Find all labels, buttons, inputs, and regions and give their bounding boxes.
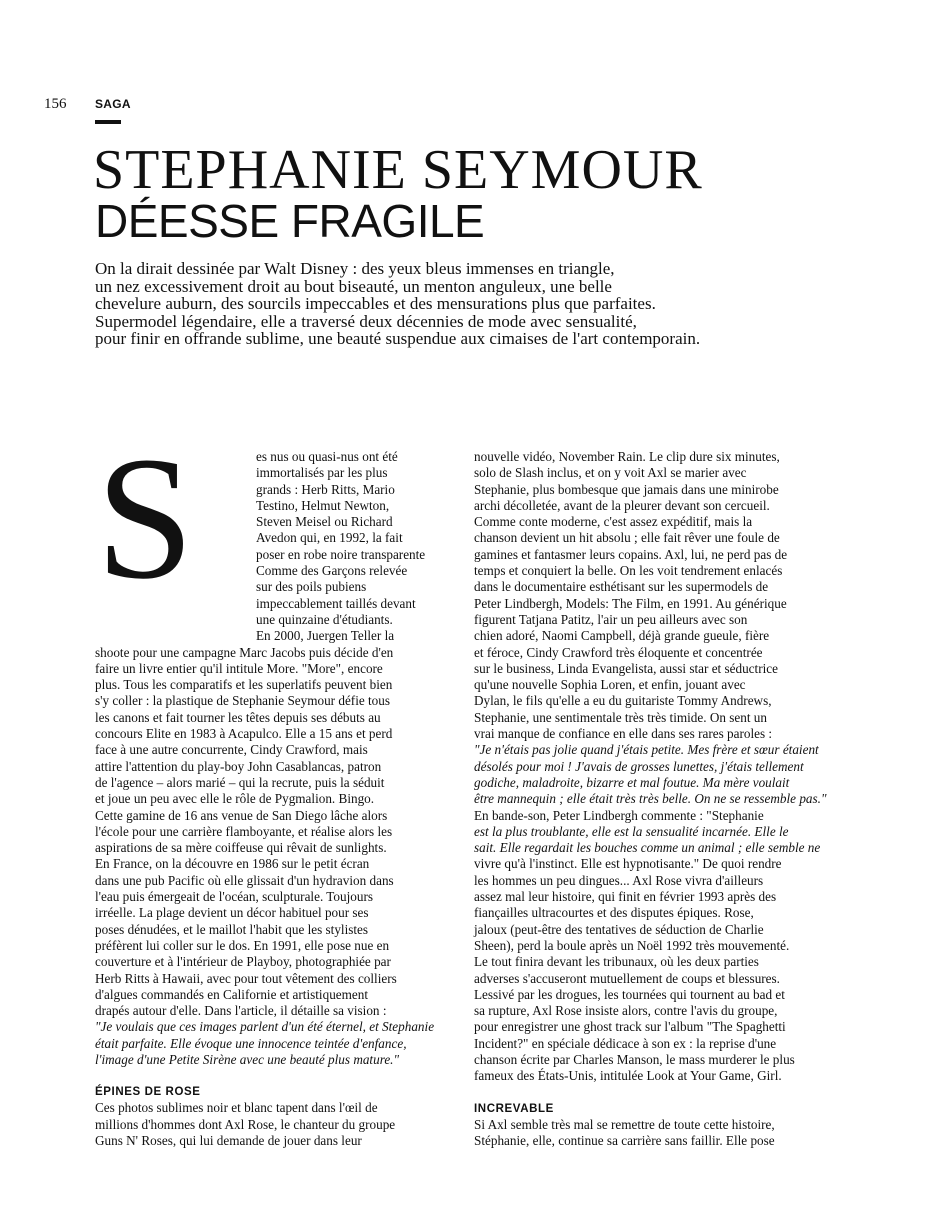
body-line: Le tout finira devant les tribunaux, où les deux parties [474, 954, 759, 970]
section-subhead: INCREVABLE [474, 1102, 554, 1115]
body-line: Lessivé par les drogues, les tournées qui tournent au bad et [474, 986, 785, 1002]
body-line: Testino, Helmut Newton, [256, 497, 390, 513]
quote-line: être mannequin ; elle était très très belle. On ne se ressemble pas." [474, 791, 827, 807]
section-label: SAGA [95, 97, 131, 111]
body-line: les canons et fait tourner les têtes depuis ses débuts au [95, 709, 381, 725]
body-line: de l'agence – alors marié – qui la recrute, puis la séduit [95, 774, 385, 790]
body-line: fameux des États-Unis, intitulée Look at Your Game, Girl. [474, 1068, 782, 1084]
body-line: Cette gamine de 16 ans venue de San Diego lâche alors [95, 807, 388, 823]
body-line: immortalisés par les plus [256, 465, 388, 481]
body-line: pour enregistrer une ghost track sur l'album "The Spaghetti [474, 1019, 786, 1035]
body-line: chanson écrite par Charles Manson, le mass murderer le plus [474, 1051, 795, 1067]
body-line: temps et conquiert la belle. On les voit tendrement enlacés [474, 563, 783, 579]
body-line: chanson devient un hit absolu ; elle fait rêver une foule de [474, 530, 780, 546]
page-number: 156 [44, 96, 67, 112]
quote-line: godiche, maladroite, bizarre et mal foutue. Ma mère voulait [474, 774, 790, 790]
subheadline: DÉESSE FRAGILE [95, 195, 485, 247]
quote-line: était parfaite. Elle évoque une innocence teintée d'enfance, [95, 1035, 407, 1051]
body-line: aspirations de sa mère coiffeuse qui rêvait de sunlights. [95, 840, 387, 856]
body-line: faire un livre entier qu'il intitule More. "More", encore [95, 660, 383, 676]
body-line: fiançailles ultracourtes et des disputes épiques. Rose, [474, 905, 754, 921]
standfirst-line: pour finir en offrande sublime, une beauté suspendue aux cimaises de l'art contemporain. [95, 329, 701, 349]
body-line: qu'une nouvelle Sophia Loren, et enfin, jouant avec [474, 677, 746, 693]
body-line: adverses s'accuseront mutuellement de coups et blessures. [474, 970, 780, 986]
body-line: solo de Slash inclus, et on y voit Axl se marier avec [474, 465, 747, 481]
body-line: millions d'hommes dont Axl Rose, le chanteur du groupe [95, 1116, 396, 1132]
body-line: couverture et à l'intérieur de Playboy, photographiée par [95, 954, 391, 970]
standfirst [95, 260, 875, 348]
body-line: Comme conte moderne, c'est assez expéditif, mais la [474, 514, 753, 530]
body-line: et joue un peu avec elle le rôle de Pygmalion. Bingo. [95, 791, 375, 807]
body-line: Stéphanie, elle, continue sa carrière sans faillir. Elle pose [474, 1132, 775, 1148]
quote-line: désolés pour moi ! J'avais de grosses lunettes, j'étais tellement [474, 758, 804, 774]
body-line: figurent Tatjana Patitz, l'air un peu ailleurs avec son [474, 611, 748, 627]
body-line: sa rupture, Axl Rose insiste alors, contre l'avis du groupe, [474, 1003, 778, 1019]
body-line: dans une pub Pacific où elle glissait d'un hydravion dans [95, 872, 394, 888]
headline: STEPHANIE SEYMOUR [93, 139, 703, 201]
body-line: une quinzaine d'étudiants. [256, 611, 393, 627]
body-line: plus. Tous les comparatifs et les superlatifs peuvent bien [95, 677, 393, 693]
body-line: shoote pour une campagne Marc Jacobs puis décide d'en [95, 644, 394, 660]
body-line: irréelle. La plage devient un décor habituel pour ses [95, 905, 369, 921]
standfirst-line: un nez excessivement droit au bout biseauté, un menton anguleux, une belle [95, 276, 612, 296]
body-line: et féroce, Cindy Crawford très éloquente et concentrée [474, 644, 763, 660]
body-line: poses dénudées, et le maillot l'habit que les stylistes [95, 921, 369, 937]
body-line: s'y coller : la plastique de Stephanie Seymour défie tous [95, 693, 390, 709]
body-line: Herb Ritts à Hawaii, avec pour tout vêtement des colliers [95, 970, 397, 986]
paragraph-gap [95, 1068, 450, 1084]
body-line: Avedon qui, en 1992, la fait [256, 530, 403, 546]
body-line: attire l'attention du play-boy John Casablancas, patron [95, 758, 382, 774]
body-line: Steven Meisel ou Richard [256, 514, 393, 530]
standfirst-line: chevelure auburn, des sourcils impeccables et des mensurations plus que parfaites. [95, 294, 656, 314]
body-line: Si Axl semble très mal se remettre de toute cette histoire, [474, 1116, 775, 1132]
body-line: sur le business, Linda Evangelista, aussi star et séductrice [474, 660, 778, 676]
body-line: vivre qu'à l'instinct. Elle est hypnotisante." De quoi rendre [474, 856, 782, 872]
body-line: grands : Herb Ritts, Mario [256, 481, 395, 497]
body-line: l'école pour une carrière flamboyante, et réalise alors les [95, 823, 393, 839]
body-line: gamines et fantasmer leurs copains. Axl, lui, ne perd pas de [474, 546, 788, 562]
body-line: drapés autour d'elle. Dans l'article, il détaille sa vision : [95, 1003, 387, 1019]
body-line: d'algues commandés en Californie et artistiquement [95, 986, 369, 1002]
body-line: sur des poils pubiens [256, 579, 367, 595]
quote-line: sait. Elle regardait les bouches comme un animal ; elle semble ne [474, 840, 821, 856]
body-line: Peter Lindbergh, Models: The Film, en 1991. Au générique [474, 595, 787, 611]
section-subhead: ÉPINES DE ROSE [95, 1086, 201, 1099]
body-line: chien adoré, Naomi Campbell, déjà grande gueule, fière [474, 628, 770, 644]
quote-line: est la plus troublante, elle est la sensualité incarnée. Elle le [474, 823, 789, 839]
body-line: archi décolletée, avant de la pleurer devant son cercueil. [474, 497, 770, 513]
body-line: vrai manque de confiance en elle dans ses rares paroles : [474, 726, 773, 742]
body-line: poser en robe noire transparente [256, 546, 426, 562]
body-line: Dylan, le fils qu'elle a eu du guitariste Tommy Andrews, [474, 693, 772, 709]
body-line: Ces photos sublimes noir et blanc tapent dans l'œil de [95, 1100, 378, 1116]
body-line: nouvelle vidéo, November Rain. Le clip dure six minutes, [474, 449, 780, 464]
body-line: dans le documentaire esthétisant sur les supermodels de [474, 579, 769, 595]
paragraph-gap [474, 1085, 844, 1101]
body-line: les hommes un peu dingues... Axl Rose vivra d'ailleurs [474, 872, 764, 888]
body-line: En bande-son, Peter Lindbergh commente : "Stephanie [474, 807, 764, 823]
body-line: En 2000, Juergen Teller la [256, 628, 395, 644]
body-line: l'eau puis émergeait de l'océan, sculpturale. Toujours [95, 889, 373, 905]
body-line: assez mal leur histoire, qui finit en février 1993 après des [474, 889, 777, 905]
standfirst-line: On la dirait dessinée par Walt Disney : des yeux bleus immenses en triangle, [95, 259, 615, 278]
standfirst-line: Supermodel légendaire, elle a traversé deux décennies de mode avec sensualité, [95, 311, 637, 331]
body-line: Sheen), perd la boule après un Noël 1992 très mouvementé. [474, 937, 790, 953]
drop-cap: S [96, 421, 194, 616]
body-line: préfèrent lui coller sur le dos. En 1991, elle pose nue en [95, 937, 390, 953]
body-line: jaloux (peut-être des tentatives de séduction de Charlie [474, 921, 764, 937]
body-line: En France, on la découvre en 1986 sur le petit écran [95, 856, 370, 872]
body-line: Comme des Garçons relevée [256, 563, 408, 579]
body-line: impeccablement taillés devant [256, 595, 416, 611]
body-line: face à une autre concurrente, Cindy Crawford, mais [95, 742, 368, 758]
body-line: concours Elite en 1983 à Acapulco. Elle a 15 ans et perd [95, 726, 393, 742]
body-line: Incident?" en spéciale dédicace à son ex : la reprise d'une [474, 1035, 777, 1051]
body-line: Stephanie, une sentimentale très très timide. On sent un [474, 709, 767, 725]
quote-line: "Je n'étais pas jolie quand j'étais petite. Mes frère et sœur étaient [474, 742, 819, 758]
quote-line: l'image d'une Petite Sirène avec une beauté plus mature." [95, 1051, 400, 1067]
section-rule [95, 120, 121, 124]
body-line: Guns N' Roses, qui lui demande de jouer dans leur [95, 1132, 362, 1148]
body-line: es nus ou quasi-nus ont été [256, 449, 398, 464]
quote-line: "Je voulais que ces images parlent d'un été éternel, et Stephanie [95, 1019, 435, 1035]
article-column-left [95, 449, 450, 1149]
article-column-right [474, 449, 844, 1149]
body-line: Stephanie, plus bombesque que jamais dans une minirobe [474, 481, 779, 497]
